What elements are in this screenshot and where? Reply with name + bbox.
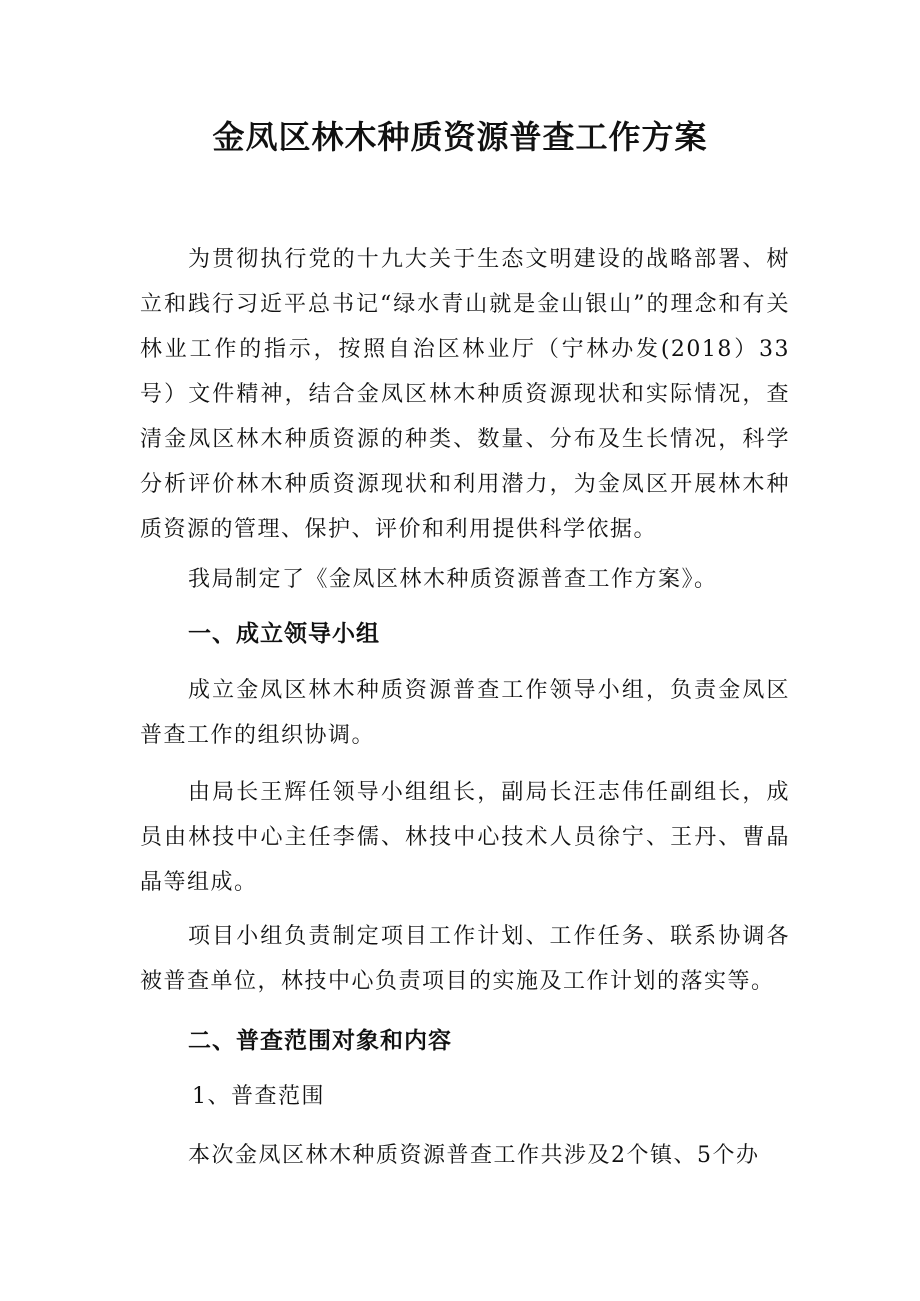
group-members-paragraph: 由局长王辉任领导小组组长，副局长汪志伟任副组长，成员由林技中心主任李儒、林技中心技术人员徐宁、王丹、曹晶晶等组成。 xyxy=(140,780,790,895)
section-heading-leadership-group: 一、成立领导小组 xyxy=(188,621,380,647)
project-group-duties-paragraph: 项目小组负责制定项目工作计划、工作任务、联系协调各被普查单位，林技中心负责项目的实施及工作计划的落实等。 xyxy=(140,924,790,994)
section-heading-scope-and-content: 二、普查范围对象和内容 xyxy=(188,1028,452,1054)
leadership-group-paragraph: 成立金凤区林木种质资源普查工作领导小组，负责金凤区普查工作的组织协调。 xyxy=(140,678,790,748)
survey-scope-paragraph: 本次金凤区林木种质资源普查工作共涉及2个镇、5个办 xyxy=(188,1143,760,1168)
subheading-survey-scope: 1、普查范围 xyxy=(192,1084,325,1109)
document-title: 金凤区林木种质资源普查工作方案 xyxy=(212,118,708,156)
plan-statement: 我局制定了《金凤区林木种质资源普查工作方案》。 xyxy=(188,567,718,592)
intro-paragraph: 为贯彻执行党的十九大关于生态文明建设的战略部署、树立和践行习近平总书记“绿水青山就是金山银山”的理念和有关林业工作的指示，按照自治区林业厅（宁林办发(2018）33号）文件精神，结合金凤区林木种质资源现状和实际情况，查清金凤区林木种质资源的种类、数量、分布及生长情况，科学分析评价林木种质资源现状和利用潜力，为金凤区开展林木种质资源的管理、保护、评价和利用提供科学依据。 xyxy=(140,247,790,542)
